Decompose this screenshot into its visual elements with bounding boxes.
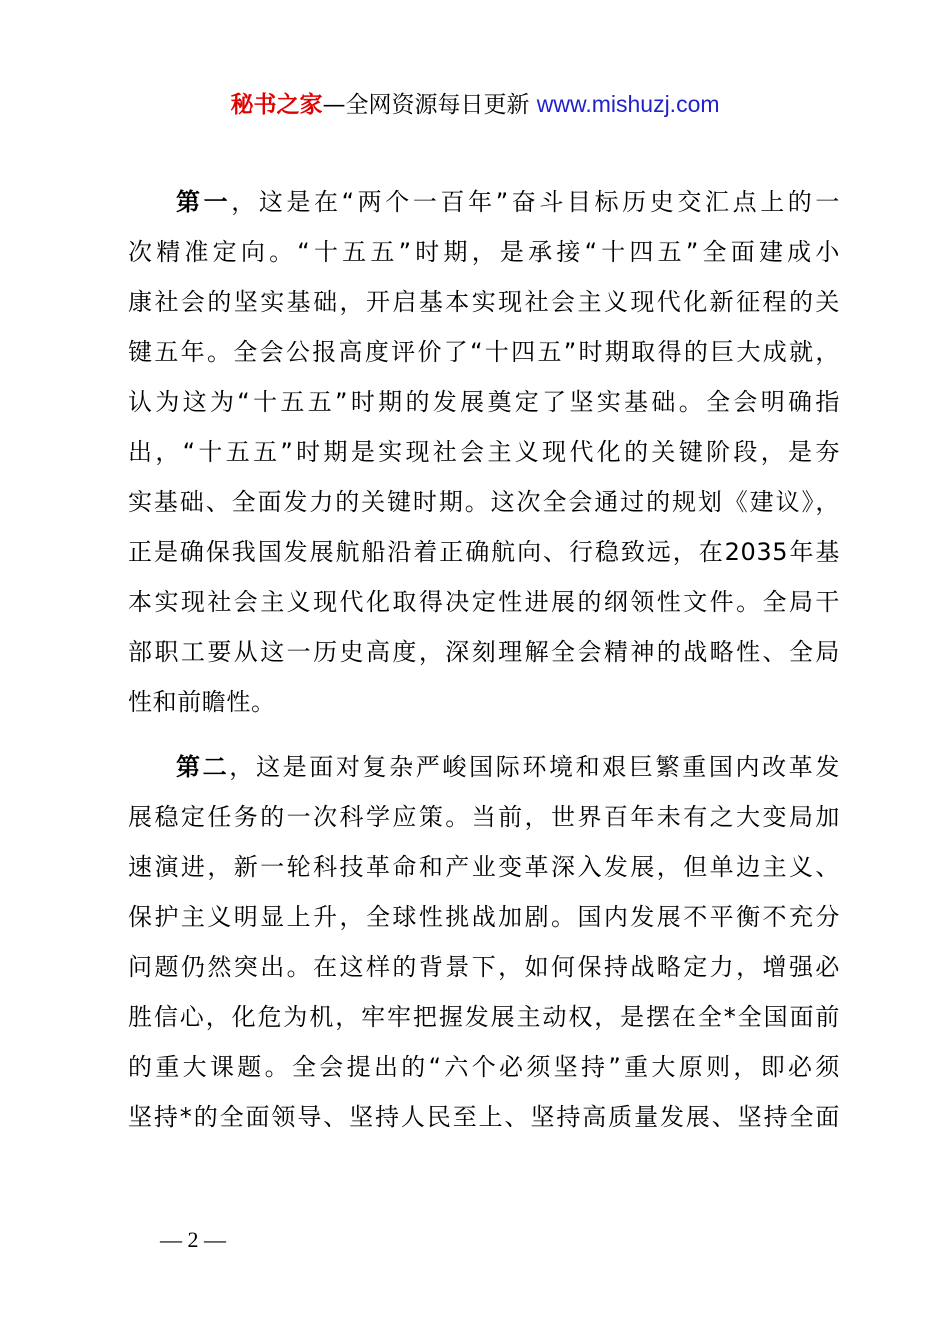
paragraph-line [128,177,840,227]
paragraph-line: 认为这为“十五五”时期的发展奠定了坚实基础。全会明确指 [128,388,840,416]
paragraph-line: 本实现社会主义现代化取得决定性进展的纲领性文件。全局干 [128,588,840,616]
paragraph-line: 展稳定任务的一次科学应策。当前，世界百年未有之大变局加 [128,803,840,831]
paragraph-first [128,177,840,727]
paragraph-line: 速演进，新一轮科技革命和产业变革深入发展，但单边主义、 [128,853,840,881]
page-number: — 2 — [160,1227,226,1252]
site-header [0,86,950,123]
paragraph-line: 性和前瞻性。 [128,688,276,716]
paragraph-lead: 第二 [176,753,230,781]
paragraph-line: 键五年。全会公报高度评价了“十四五”时期取得的巨大成就， [128,338,840,366]
paragraph-line: 保护主义明显上升，全球性挑战加剧。国内发展不平衡不充分 [128,903,840,931]
paragraph-second [128,742,840,1142]
line-text: ，这是在“两个一百年”奋斗目标历史交汇点上的一 [231,188,840,216]
paragraph-line: 出，“十五五”时期是实现社会主义现代化的关键阶段，是夯 [128,438,840,466]
paragraph-line [128,742,840,792]
paragraph-lead: 第一 [176,188,232,216]
paragraph-line: 问题仍然突出。在这样的背景下，如何保持战略定力，增强必 [128,953,840,981]
paragraph-line: 康社会的坚实基础，开启基本实现社会主义现代化新征程的关 [128,288,840,316]
paragraph-line: 正是确保我国发展航船沿着正确航向、行稳致远，在2035年基 [128,538,840,566]
paragraph-line: 部职工要从这一历史高度，深刻理解全会精神的战略性、全局 [128,638,840,666]
line-text: ，这是面对复杂严峻国际环境和艰巨繁重国内改革发 [229,753,840,781]
brand-name: 秘书之家 [230,92,323,118]
paragraph-line: 的重大课题。全会提出的“六个必须坚持”重大原则，即必须 [128,1053,840,1081]
paragraph-line: 坚持*的全面领导、坚持人民至上、坚持高质量发展、坚持全面 [128,1103,840,1131]
paragraph-line: 胜信心，化危为机，牢牢把握发展主动权，是摆在全*全国面前 [128,1003,840,1031]
header-tagline: —全网资源每日更新 [322,92,537,118]
website-link[interactable]: www.mishuzj.com [536,91,720,117]
paragraph-line: 实基础、全面发力的关键时期。这次全会通过的规划《建议》， [128,488,840,516]
paragraph-line: 次精准定向。“十五五”时期，是承接“十四五”全面建成小 [128,238,840,266]
